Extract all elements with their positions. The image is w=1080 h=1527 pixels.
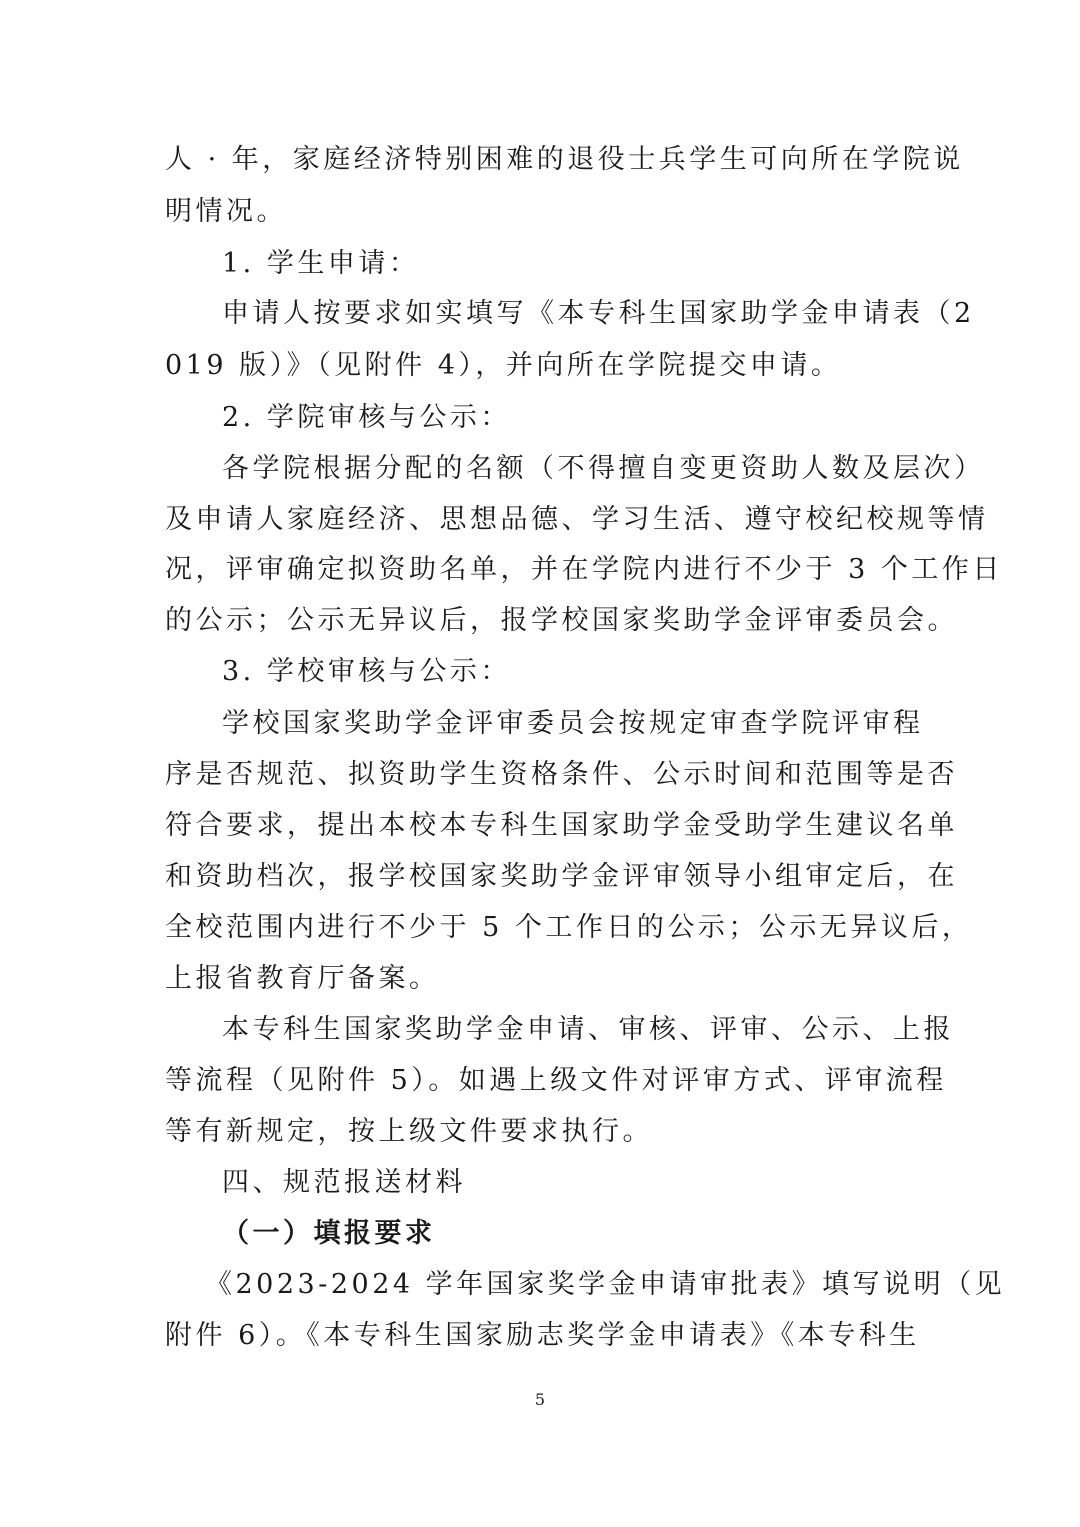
paragraph-line: 明情况。 — [165, 196, 287, 227]
chapter-heading: 四、规范报送材料 — [222, 1167, 466, 1198]
paragraph-line: 的公示；公示无异议后，报学校国家奖助学金评审委员会。 — [165, 605, 958, 636]
page-number: 5 — [534, 1390, 546, 1409]
paragraph-line: 符合要求，提出本校本专科生国家助学金受助学生建议名单 — [165, 810, 958, 841]
paragraph-line: 序是否规范、拟资助学生资格条件、公示时间和范围等是否 — [165, 759, 958, 790]
paragraph-line: 等流程（见附件 5）。如遇上级文件对评审方式、评审流程 — [165, 1065, 947, 1096]
section-heading: 3. 学校审核与公示： — [222, 656, 511, 687]
paragraph-line: 人 · 年，家庭经济特别困难的退役士兵学生可向所在学院说 — [165, 144, 964, 175]
paragraph-line: 附件 6）。《本专科生国家励志奖学金申请表》《本专科生 — [165, 1320, 920, 1351]
paragraph-line: 等有新规定，按上级文件要求执行。 — [165, 1116, 653, 1147]
section-heading: 2. 学院审核与公示： — [222, 402, 511, 433]
section-heading: 1. 学生申请： — [222, 248, 420, 279]
paragraph-line: 况，评审确定拟资助名单，并在学院内进行不少于 3 个工作日 — [165, 554, 1003, 585]
paragraph-line: 各学院根据分配的名额（不得擅自变更资助人数及层次） — [222, 453, 985, 484]
paragraph-line: 本专科生国家奖助学金申请、审核、评审、公示、上报 — [222, 1014, 954, 1045]
paragraph-line: 019 版）》（见附件 4），并向所在学院提交申请。 — [165, 350, 842, 381]
paragraph-line: 上报省教育厅备案。 — [165, 963, 440, 994]
paragraph-line: 全校范围内进行不少于 5 个工作日的公示；公示无异议后， — [165, 912, 973, 943]
paragraph-line: 及申请人家庭经济、思想品德、学习生活、遵守校纪校规等情 — [165, 504, 989, 535]
paragraph-line: 申请人按要求如实填写《本专科生国家助学金申请表（2 — [222, 298, 975, 329]
paragraph-line: 学校国家奖助学金评审委员会按规定审查学院评审程 — [222, 708, 924, 739]
paragraph-line: 和资助档次，报学校国家奖助学金评审领导小组审定后，在 — [165, 861, 958, 892]
paragraph-line: 《2023-2024 学年国家奖学金申请审批表》填写说明（见 — [205, 1269, 1006, 1300]
subsection-heading: （一）填报要求 — [222, 1218, 436, 1249]
